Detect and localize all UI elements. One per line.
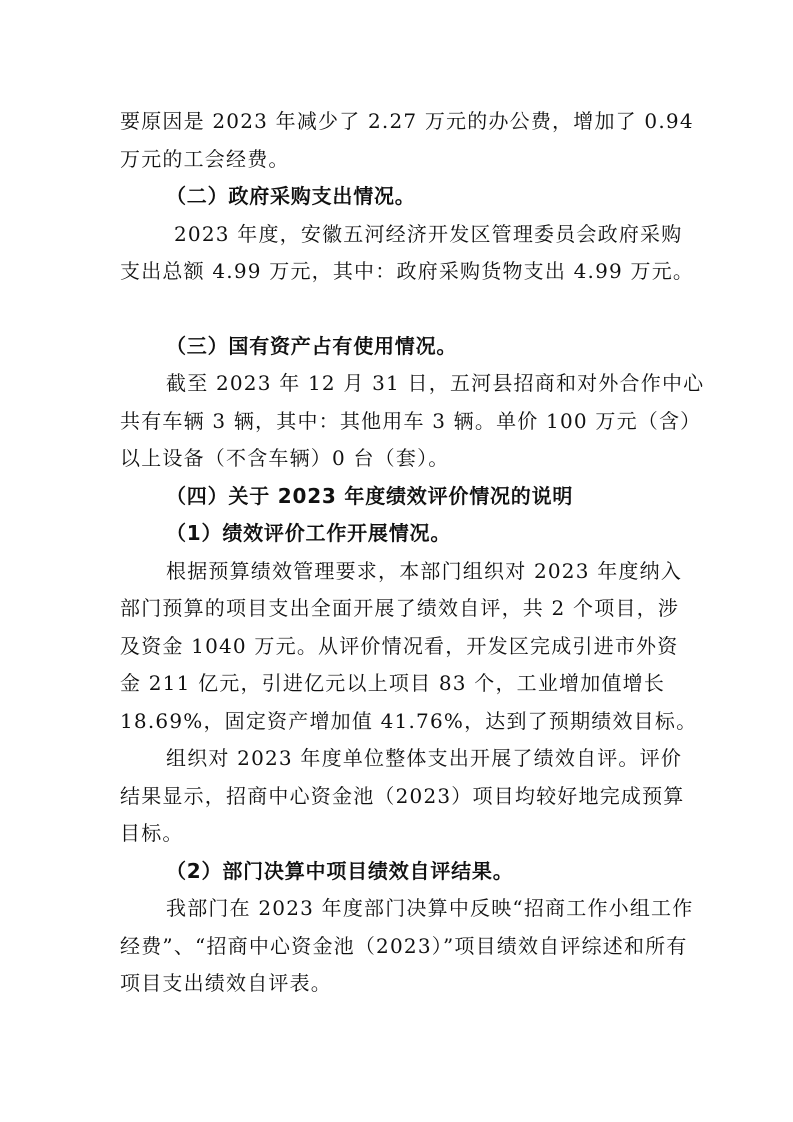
- paragraph-evaluation-work: [120, 553, 698, 741]
- text-line: 我部门在 2023 年度部门决算中反映“招商工作小组工作: [166, 896, 694, 920]
- text-line: 根据预算绩效管理要求，本部门组织对 2023 年度纳入: [166, 558, 683, 583]
- text-line: 组织对 2023 年度单位整体支出开展了绩效自评。评价: [166, 746, 683, 770]
- blank-spacer: [120, 291, 680, 328]
- paragraph-office-expense: [120, 103, 694, 178]
- text-line: 以上设备（不含车辆）0 台（套）。: [120, 446, 450, 470]
- text-line: 经费”、“招商中心资金池（2023）”项目绩效自评综述和所有: [120, 933, 688, 958]
- text-line: 要原因是 2023 年减少了 2.27 万元的办公费，增加了 0.94: [120, 109, 694, 133]
- heading-project-self-evaluation: （2）部门决算中项目绩效自评结果。: [166, 858, 514, 883]
- text-line: 共有车辆 3 辆，其中：其他用车 3 辆。单价 100 万元（含）: [120, 408, 702, 433]
- paragraph-overall-evaluation: [120, 740, 685, 853]
- text-line: 18.69%，固定资产增加值 41.76%，达到了预期绩效目标。: [120, 708, 698, 733]
- heading-state-assets: （三）国有资产占有使用情况。: [166, 333, 458, 358]
- text-line: 部门预算的项目支出全面开展了绩效自评，共 2 个项目，涉: [120, 596, 680, 620]
- heading-government-procurement: （二）政府采购支出情况。: [166, 184, 416, 208]
- paragraph-project-self-evaluation: [120, 890, 694, 1003]
- heading-performance-evaluation: （四）关于 2023 年度绩效评价情况的说明: [166, 483, 574, 508]
- text-line: 项目支出绩效自评表。: [120, 971, 332, 995]
- paragraph-procurement: [120, 216, 695, 291]
- text-line: 截至 2023 年 12 月 31 日，五河县招商和对外合作中心: [166, 371, 705, 395]
- text-line: 2023 年度，安徽五河经济开发区管理委员会政府采购: [174, 221, 683, 246]
- text-line: 支出总额 4.99 万元，其中：政府采购货物支出 4.99 万元。: [120, 259, 695, 283]
- document-body: [120, 103, 705, 1003]
- heading-evaluation-work: （1）绩效评价工作开展情况。: [166, 521, 452, 545]
- paragraph-assets: [120, 365, 705, 478]
- text-line: 金 211 亿元，引进亿元以上项目 83 个，工业增加值增长: [120, 671, 666, 695]
- text-line: 目标。: [120, 821, 184, 845]
- text-line: 结果显示，招商中心资金池（2023）项目均较好地完成预算: [120, 783, 685, 808]
- text-line: 及资金 1040 万元。从评价情况看，开发区完成引进市外资: [120, 633, 679, 658]
- text-line: 万元的工会经费。: [120, 146, 290, 171]
